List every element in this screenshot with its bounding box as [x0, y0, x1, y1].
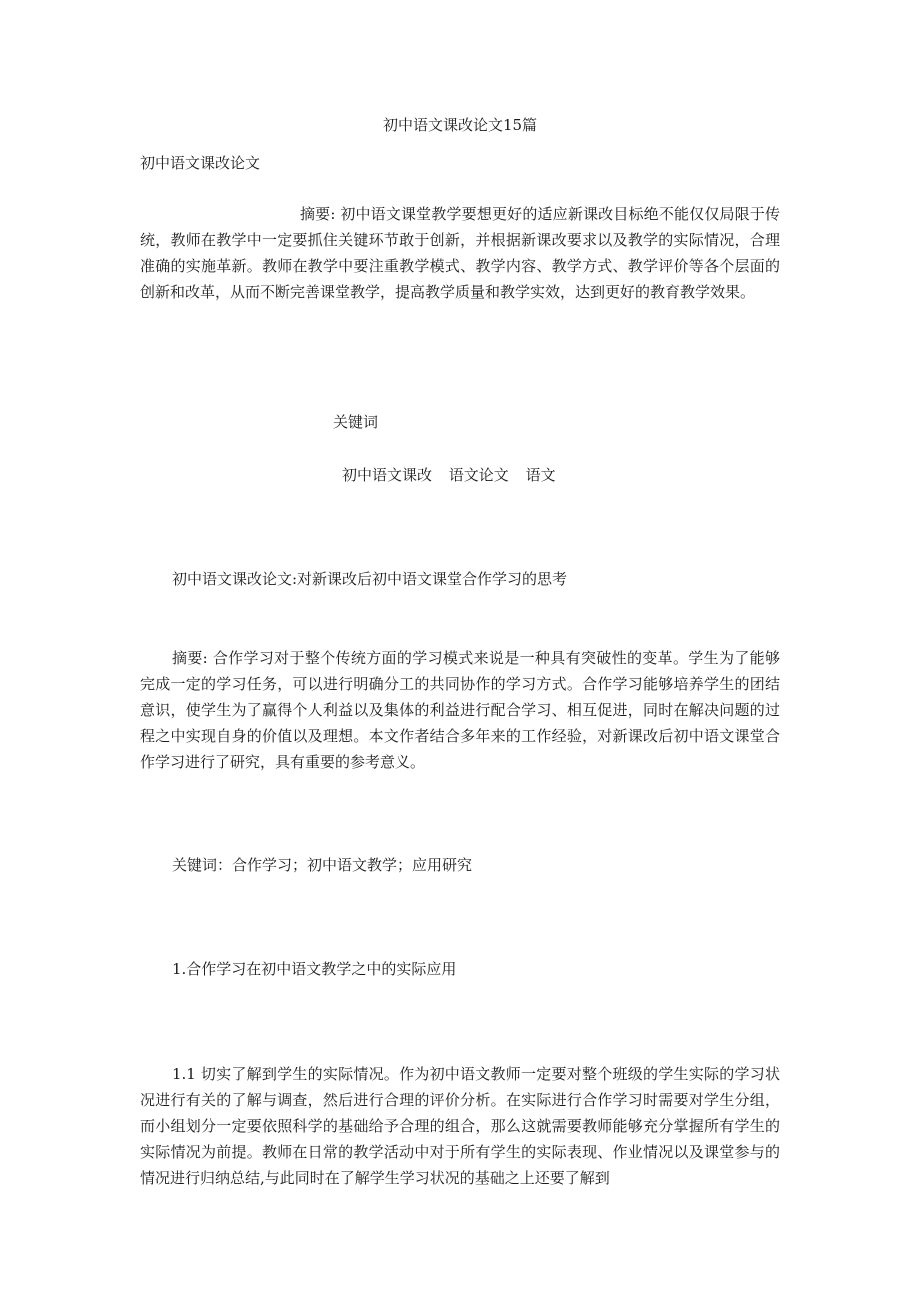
keywords-label: 关键词	[333, 413, 379, 431]
keyword-item: 语文论文	[448, 466, 509, 484]
document-subtitle: 初中语文课改论文	[140, 154, 261, 172]
abstract-paragraph-2: 摘要: 合作学习对于整个传统方面的学习模式来说是一种具有突破性的变革。学生为了能够完成一定的学习任务，可以进行明确分工的共同协作的学习方式。合作学习能够培养学生的团结意识，使学生为了赢得个人利益以及集体的利益进行配合学习、相互促进，同时在解决问题的过程之中实现自身的价值以及理想。本文作者结合多年来的工作经验，对新课改后初中语文课堂合作学习进行了研究，具有重要的参考意义。	[140, 649, 780, 771]
keyword-item: 初中语文课改	[342, 466, 433, 484]
body-paragraph: 1.1 切实了解到学生的实际情况。作为初中语文教师一定要对整个班级的学生实际的学习状况进行有关的了解与调查，然后进行合理的评价分析。在实际进行合作学习时需要对学生分组，而小组划分一定要依照科学的基础给予合理的组合，那么这就需要教师能够充分掌握所有学生的实际情况为前提。教师在日常的教学活动中对于所有学生的实际表现、作业情况以及课堂参与的情况进行归纳总结,与此同时在了解学生学习状况的基础之上还要了解到	[140, 1065, 780, 1187]
keyword-item: 语文	[525, 466, 556, 484]
section-heading: 1.合作学习在初中语文教学之中的实际应用	[172, 960, 457, 978]
keywords-line: 关键词：合作学习；初中语文教学；应用研究	[172, 856, 473, 874]
abstract-paragraph-1: 摘要: 初中语文课堂教学要想更好的适应新课改目标绝不能仅仅局限于传统，教师在教学中一定要抓住关键环节敢于创新，并根据新课改要求以及教学的实际情况，合理准确的实施革新。教师在教学中要注重教学模式、教学内容、教学方式、教学评价等各个层面的创新和改革，从而不断完善课堂教学，提高教学质量和教学实效，达到更好的教育教学效果。	[140, 205, 780, 301]
document-title: 初中语文课改论文15篇	[382, 116, 538, 134]
keywords-row	[342, 462, 556, 488]
paper-title: 初中语文课改论文:对新课改后初中语文课堂合作学习的思考	[172, 570, 568, 588]
